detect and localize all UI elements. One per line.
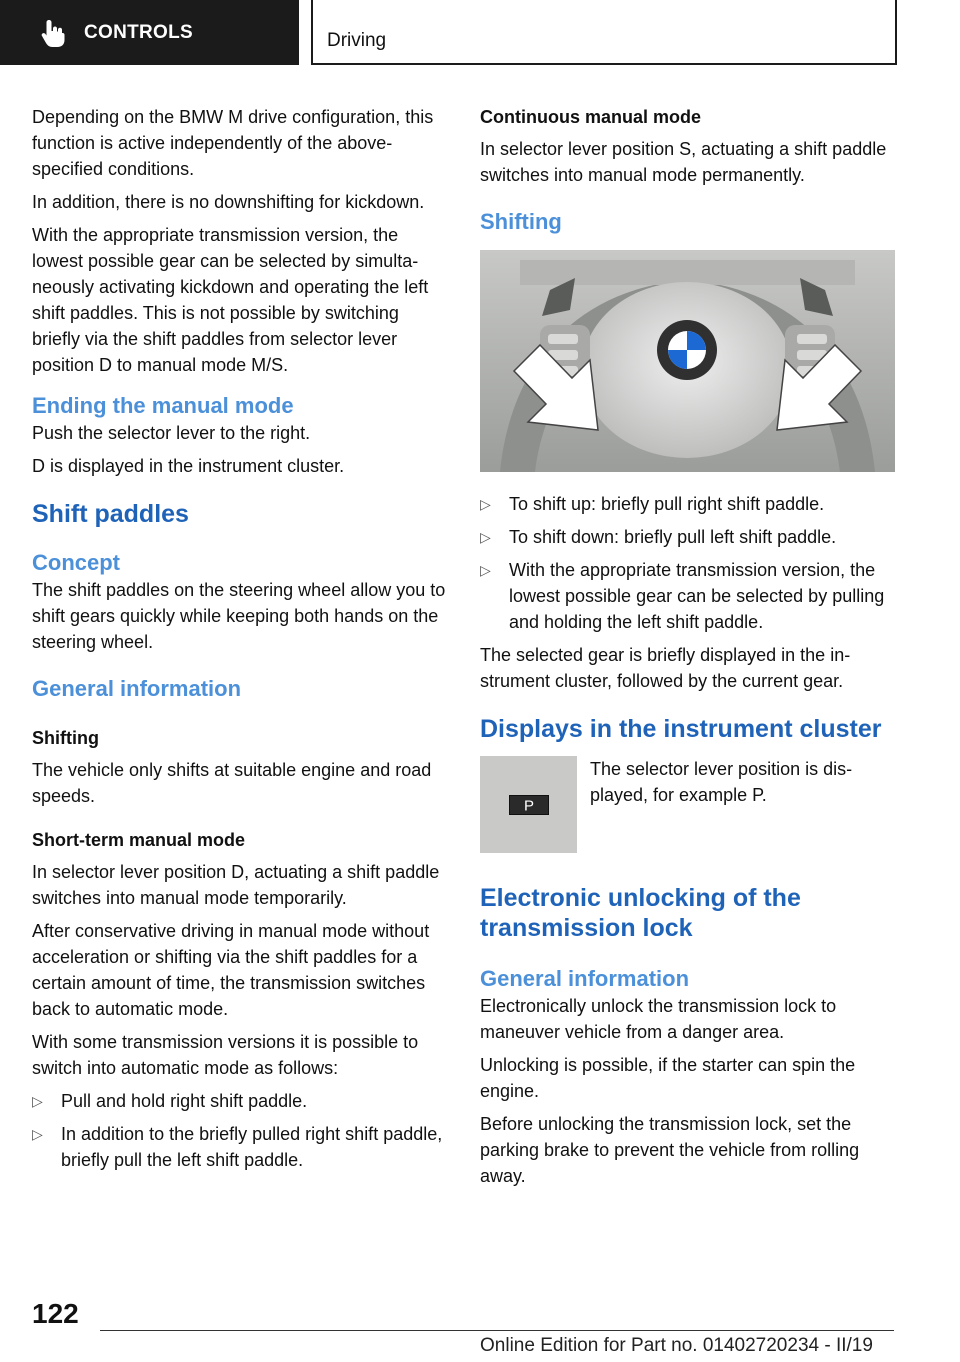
paragraph: The selector lever position is displayed, for example P. (590, 759, 853, 805)
page-number: 122 (32, 1298, 79, 1329)
gear-p-icon (509, 795, 549, 815)
paragraph: Push the selector lever to the right. (32, 423, 311, 443)
header-tab-label: CONTROLS (84, 21, 194, 43)
paragraph: The shift paddles on the steering wheel allow you to shift gears quickly while keeping both hands on the steering wheel. (32, 580, 446, 652)
bullet-list (480, 491, 895, 635)
paragraph: D is displayed in the instrument cluster. (32, 456, 345, 476)
list-item: ▷ Pull and hold right shift paddle. (32, 1088, 447, 1114)
heading-displays-instrument-cluster: Displays in the instrument cluster (480, 715, 882, 743)
display-example (480, 756, 895, 853)
paragraph: With the appropriate transmission version, the lowest possible gear can be selected by simultaneously activating kickdown and operating the left shift paddles. This is not possible by switching briefly via the shift paddles from selector lever position D to manual mode M/S. (32, 225, 429, 375)
header-section (311, 0, 897, 65)
list-item: ▷ To shift down: briefly pull left shift paddle. (480, 524, 895, 550)
bullet-list (32, 1088, 447, 1173)
triangle-bullet-icon: ▷ (480, 529, 491, 545)
paragraph: In addition, there is no downshifting for kickdown. (32, 192, 425, 212)
heading-shift-paddles: Shift paddles (32, 500, 189, 528)
header-section-label: Driving (327, 30, 387, 51)
heading-electronic-unlocking: Electronic unlocking of the transmission lock (480, 884, 801, 942)
paragraph: In selector lever position D, actuating a shift paddle switches into manual mode temporarily. (32, 862, 440, 908)
footer-divider (100, 1330, 894, 1331)
heading-shifting: Shifting (480, 209, 562, 234)
triangle-bullet-icon: ▷ (32, 1093, 43, 1109)
paragraph: The vehicle only shifts at suitable engine and road speeds. (32, 760, 432, 806)
paragraph: The selected gear is briefly displayed in the instrument cluster, followed by the current gear. (480, 645, 851, 691)
paragraph: Electronically unlock the transmission lock to maneuver vehicle from a danger area. (480, 996, 837, 1042)
triangle-bullet-icon: ▷ (480, 562, 491, 578)
list-item: ▷ With the appropriate transmission version, the lowest possible gear can be selected by pulling and holding the left shift paddle. (480, 557, 895, 635)
heading-shifting: Shifting (32, 728, 99, 748)
heading-concept: Concept (32, 550, 120, 575)
left-column (32, 104, 447, 1180)
steering-wheel-illustration (480, 250, 895, 472)
paragraph: After conservative driving in manual mode without acceleration or shifting via the shift paddles for a certain amount of time, the transmission switches back to automatic mode. (32, 921, 430, 1019)
paragraph: Depending on the BMW M drive configuration, this function is active independently of the above-specified conditions. (32, 107, 434, 179)
list-item: ▷ To shift up: briefly pull right shift paddle. (480, 491, 895, 517)
heading-continuous-manual-mode: Continuous manual mode (480, 107, 702, 127)
heading-short-term-manual-mode: Short-term manual mode (32, 830, 246, 850)
triangle-bullet-icon: ▷ (32, 1126, 43, 1142)
heading-general-information: General information (480, 966, 690, 991)
paragraph: Before unlocking the transmission lock, set the parking brake to prevent the vehicle from rolling away. (480, 1114, 860, 1186)
right-column (480, 104, 895, 1196)
selector-position-display (480, 756, 577, 853)
paragraph: Unlocking is possible, if the starter can spin the engine. (480, 1055, 856, 1101)
list-item: ▷ In addition to the briefly pulled right shift paddle, briefly pull the left shift paddle. (32, 1121, 447, 1173)
triangle-bullet-icon: ▷ (480, 496, 491, 512)
paragraph: With some transmission versions it is possible to switch into automatic mode as follows: (32, 1032, 419, 1078)
heading-general-information: General information (32, 676, 242, 701)
hand-icon (40, 18, 66, 48)
heading-ending-manual-mode: Ending the manual mode (32, 393, 294, 418)
footer-edition: Online Edition for Part no. 01402720234 - II/19 (480, 1335, 873, 1356)
paragraph: In selector lever position S, actuating a shift paddle switches into manual mode permanently. (480, 139, 887, 185)
svg-text:P: P (523, 797, 534, 814)
header-tab (0, 0, 299, 65)
